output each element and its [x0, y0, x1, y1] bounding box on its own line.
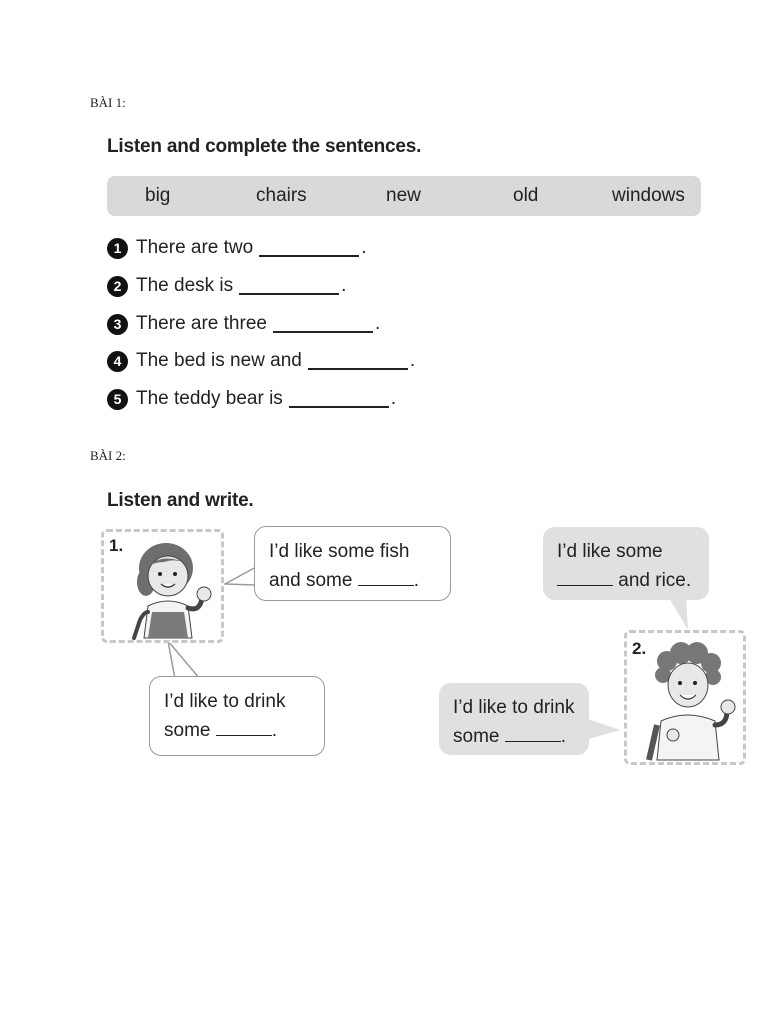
bubble-line: I’d like to drink — [453, 697, 575, 718]
bubble-text: some — [453, 726, 500, 747]
bubble-tail — [585, 718, 620, 740]
character-2-drink-bubble — [439, 683, 589, 755]
answer-blank[interactable] — [358, 567, 414, 586]
bubble-line — [557, 566, 695, 595]
bubble-line — [164, 716, 310, 745]
bubble-text: . — [560, 726, 567, 747]
sentence-text: The bed is new and — [136, 350, 302, 371]
number-2-icon: 2 — [107, 276, 128, 297]
answer-blank[interactable] — [557, 567, 613, 586]
word-bank-item: windows — [612, 185, 685, 206]
bubble-line: I’d like to drink — [164, 691, 286, 712]
sentence-end: . — [390, 388, 397, 409]
character-2-frame — [624, 630, 746, 765]
exercise-1-heading: Listen and complete the sentences. — [107, 136, 422, 157]
exercise-2-label: BÀI 2: — [90, 448, 126, 463]
sentence-end: . — [409, 350, 416, 371]
character-1-food-bubble — [254, 526, 451, 601]
number-3-icon: 3 — [107, 314, 128, 335]
sentence-end: . — [341, 275, 347, 296]
bubble-line — [269, 566, 436, 595]
character-2-number: 2. — [632, 639, 647, 658]
answer-blank[interactable] — [216, 717, 272, 736]
character-1-number: 1. — [109, 536, 124, 555]
sentence-end: . — [361, 237, 367, 258]
character-1-frame — [101, 529, 224, 643]
word-bank-item: old — [513, 185, 539, 206]
answer-blank[interactable] — [505, 723, 561, 742]
bubble-text: some — [164, 720, 211, 741]
word-bank-item: new — [386, 185, 421, 206]
bubble-tail — [225, 567, 256, 585]
character-2-food-bubble — [543, 527, 709, 600]
bubble-text: . — [413, 570, 420, 591]
exercise-2-heading: Listen and write. — [107, 490, 254, 511]
bubble-tail — [168, 641, 200, 679]
number-4-icon: 4 — [107, 351, 128, 372]
bubble-text: and rice. — [618, 570, 692, 591]
sentence-text: The desk is — [136, 275, 234, 296]
sentence-text: There are three — [136, 313, 267, 334]
sentence-text: The teddy bear is — [136, 388, 283, 409]
bubble-text: . — [271, 720, 278, 741]
boy-illustration-icon — [627, 633, 743, 762]
sentence-end: . — [374, 313, 381, 334]
exercise-1-label: BÀI 1: — [90, 95, 126, 110]
word-bank-item: big — [145, 185, 171, 206]
bubble-line: I’d like some — [557, 541, 663, 562]
bubble-text: and some — [269, 570, 353, 591]
bubble-line — [453, 722, 575, 751]
sentence-text: There are two — [136, 237, 254, 258]
character-1-drink-bubble — [149, 676, 325, 756]
girl-illustration-icon — [104, 532, 221, 640]
bubble-line: I’d like some fish — [269, 541, 410, 562]
bubble-tail — [668, 596, 688, 630]
word-bank-item: chairs — [256, 185, 307, 206]
number-1-icon: 1 — [107, 238, 128, 259]
number-5-icon: 5 — [107, 389, 128, 410]
